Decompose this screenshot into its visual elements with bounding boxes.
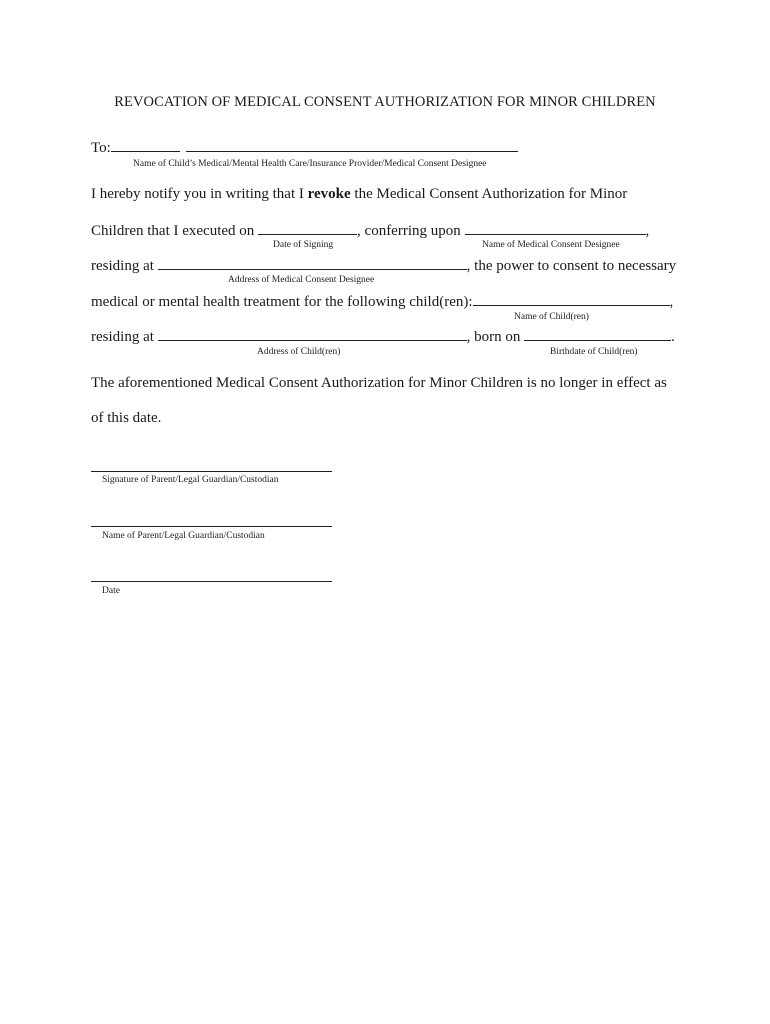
to-blank-long[interactable]	[186, 139, 518, 152]
p4-text-a: medical or mental health treatment for the following child(ren):	[91, 294, 473, 310]
p1-text-a: I hereby notify you in writing that I	[91, 186, 308, 202]
caption-child-name: Name of Child(ren)	[514, 312, 589, 322]
paragraph-line-6: The aforementioned Medical Consent Authorization for Minor Children is no longer in effect as	[91, 375, 667, 391]
paragraph-line-3	[91, 257, 676, 275]
revoke-bold: revoke	[307, 186, 351, 202]
paragraph-line-7: of this date.	[91, 410, 162, 426]
p5-text-b: , born on	[466, 329, 525, 345]
signature-line[interactable]	[91, 471, 332, 472]
paragraph-line-5	[91, 328, 675, 346]
paragraph-line-1	[91, 186, 627, 203]
signature-caption: Signature of Parent/Legal Guardian/Custodian	[102, 475, 279, 485]
p4-text-b: ,	[669, 294, 674, 310]
paragraph-line-2	[91, 222, 649, 240]
child-address-blank[interactable]	[158, 328, 467, 341]
p3-text-a: residing at	[91, 258, 158, 274]
date-line[interactable]	[91, 581, 332, 582]
date-caption: Date	[102, 586, 120, 596]
caption-designee-name: Name of Medical Consent Designee	[482, 240, 620, 250]
designee-address-blank[interactable]	[158, 257, 467, 270]
paragraph-line-4	[91, 293, 673, 311]
p3-text-b: , the power to consent to necessary	[466, 258, 677, 274]
to-line	[91, 139, 518, 157]
to-label: To:	[91, 140, 111, 156]
p2-text-c: ,	[645, 223, 650, 239]
birthdate-blank[interactable]	[524, 328, 671, 341]
p5-text-a: residing at	[91, 329, 158, 345]
parent-name-line[interactable]	[91, 526, 332, 527]
caption-birthdate: Birthdate of Child(ren)	[550, 347, 638, 357]
designee-name-blank[interactable]	[465, 222, 646, 235]
child-name-blank[interactable]	[473, 293, 670, 306]
p2-text-b: , conferring upon	[357, 223, 465, 239]
to-blank-short[interactable]	[111, 139, 180, 152]
caption-child-address: Address of Child(ren)	[257, 347, 341, 357]
p1-text-b: the Medical Consent Authorization for Minor	[350, 186, 628, 202]
to-caption: Name of Child’s Medical/Mental Health Care/Insurance Provider/Medical Consent Designee	[133, 159, 487, 169]
p5-text-c: .	[671, 329, 675, 345]
parent-name-caption: Name of Parent/Legal Guardian/Custodian	[102, 531, 265, 541]
date-of-signing-blank[interactable]	[258, 222, 357, 235]
caption-date-of-signing: Date of Signing	[273, 240, 334, 250]
caption-designee-address: Address of Medical Consent Designee	[228, 275, 375, 285]
document-title: REVOCATION OF MEDICAL CONSENT AUTHORIZATION FOR MINOR CHILDREN	[114, 94, 656, 110]
p2-text-a: Children that I executed on	[91, 223, 259, 239]
